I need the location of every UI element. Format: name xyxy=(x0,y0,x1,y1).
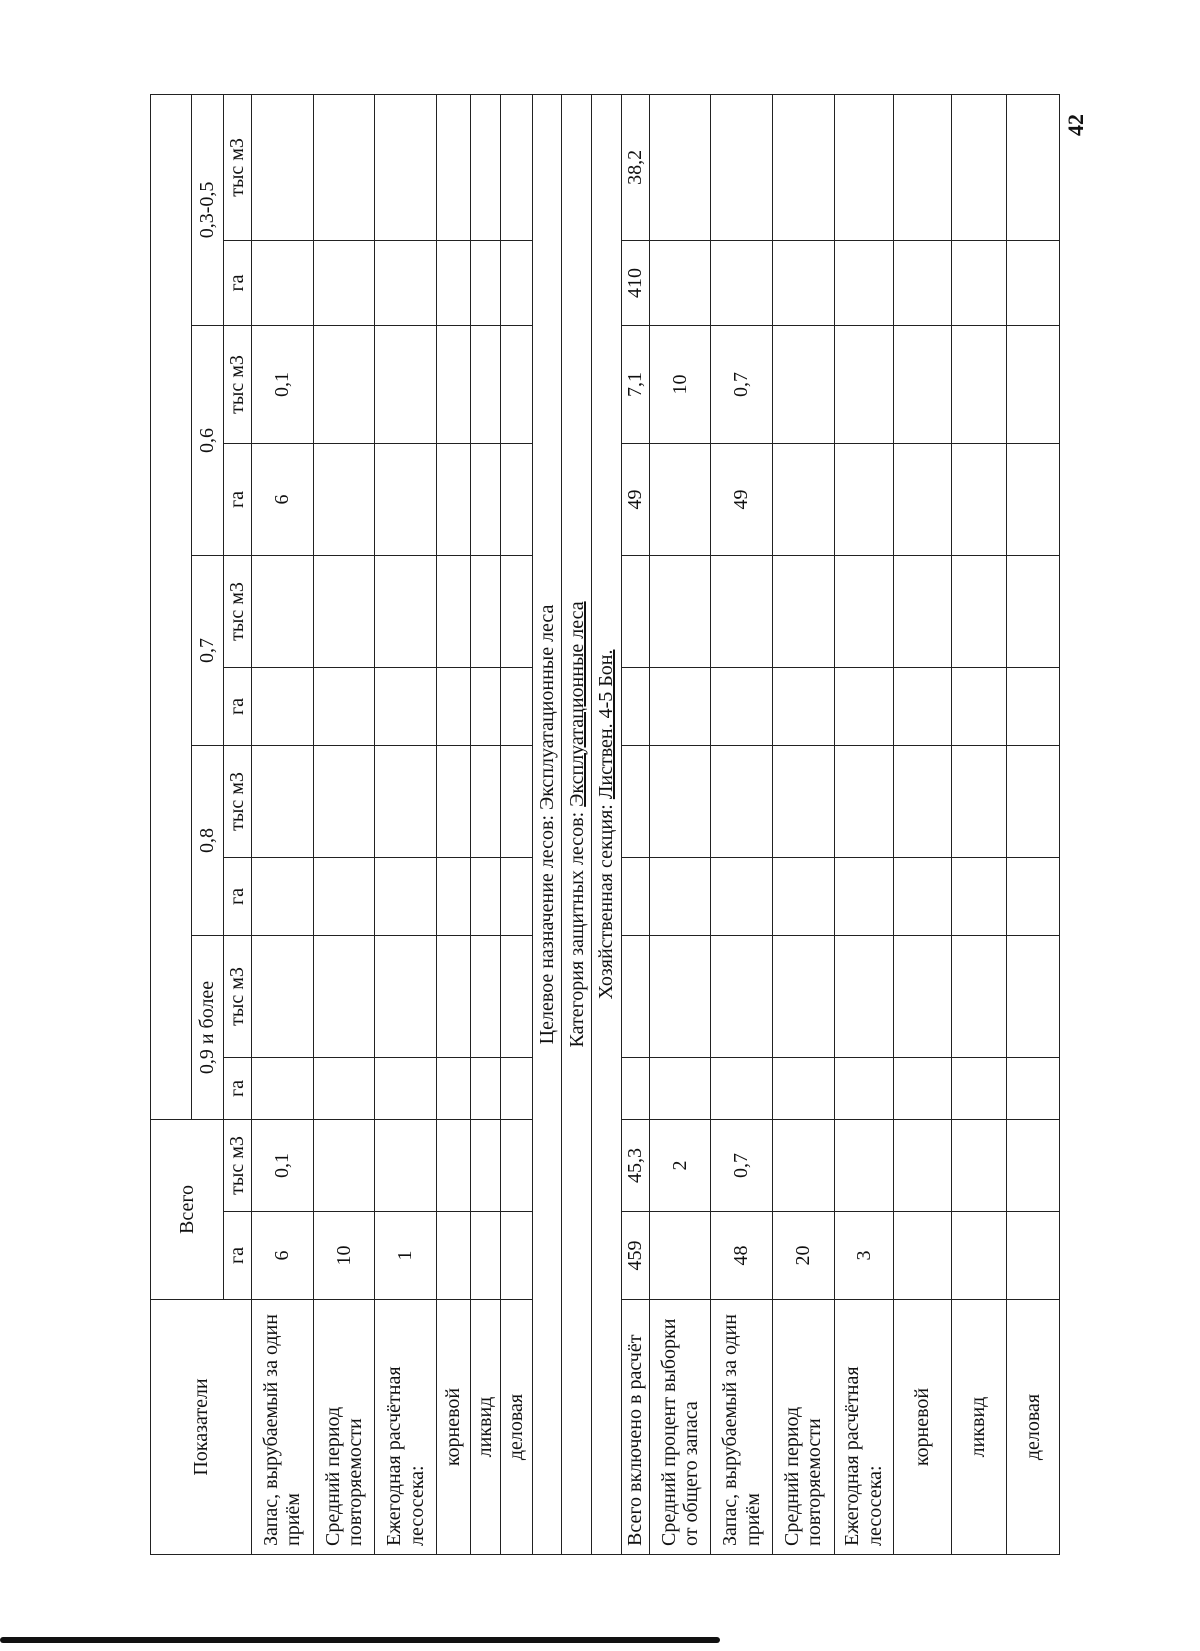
table-cell: 3 xyxy=(834,1212,894,1300)
table-cell xyxy=(470,240,500,325)
header-ha: га xyxy=(224,857,252,935)
table-cell xyxy=(313,935,375,1057)
table-cell: 1 xyxy=(375,1212,437,1300)
table-cell xyxy=(470,667,500,745)
table-cell: 459 xyxy=(621,1212,649,1300)
table-cell xyxy=(621,667,649,745)
table-cell xyxy=(894,555,951,667)
table-cell xyxy=(375,935,437,1057)
table-cell: 6 xyxy=(252,1212,314,1300)
felling-table xyxy=(150,94,1060,1555)
rotated-table-container xyxy=(150,95,1060,1555)
table-cell xyxy=(436,1119,470,1211)
table-cell xyxy=(375,1057,437,1119)
table-cell xyxy=(500,667,532,745)
table-cell xyxy=(711,935,773,1057)
table-cell xyxy=(894,1212,951,1300)
table-cell xyxy=(436,935,470,1057)
table-cell: 0,1 xyxy=(252,1119,314,1211)
table-cell xyxy=(375,1119,437,1211)
table-cell xyxy=(951,1119,1006,1211)
table-cell xyxy=(894,325,951,443)
table-cell xyxy=(470,1057,500,1119)
table-cell xyxy=(772,667,834,745)
table-cell xyxy=(252,857,314,935)
purpose-row xyxy=(532,94,562,1554)
table-cell xyxy=(621,935,649,1057)
table-cell xyxy=(1006,443,1059,555)
table-cell xyxy=(375,94,437,240)
header-group-0: 0,9 и более xyxy=(192,935,224,1119)
purpose-value: Эксплуатационные леса xyxy=(535,604,558,810)
table-cell xyxy=(500,325,532,443)
table-cell xyxy=(375,555,437,667)
table-cell xyxy=(711,94,773,240)
page-number: 42 xyxy=(1063,114,1088,136)
header-thous-m3: тыс м3 xyxy=(224,745,252,857)
table-cell xyxy=(834,667,894,745)
table-cell xyxy=(649,240,711,325)
row-label: Всего включено в расчёт xyxy=(621,1300,649,1555)
table-cell xyxy=(436,857,470,935)
table-cell xyxy=(649,1057,711,1119)
category-prefix: Категория защитных лесов: xyxy=(565,806,588,1048)
table-row xyxy=(772,94,834,1554)
header-thous-m3: тыс м3 xyxy=(224,325,252,443)
table-row xyxy=(621,94,649,1554)
table-cell: 48 xyxy=(711,1212,773,1300)
table-cell xyxy=(621,857,649,935)
table-cell xyxy=(436,667,470,745)
table-cell xyxy=(834,555,894,667)
table-cell xyxy=(772,240,834,325)
table-row xyxy=(252,94,314,1554)
table-cell xyxy=(1006,555,1059,667)
table-cell xyxy=(834,240,894,325)
table-cell xyxy=(1006,667,1059,745)
table-cell xyxy=(313,555,375,667)
table-cell xyxy=(621,745,649,857)
header-group-3: 0,6 xyxy=(192,325,224,555)
table-cell xyxy=(834,857,894,935)
table-cell xyxy=(436,745,470,857)
table-cell xyxy=(1006,1212,1059,1300)
table-row xyxy=(313,94,375,1554)
table-cell xyxy=(772,443,834,555)
table-cell xyxy=(772,1119,834,1211)
table-cell xyxy=(951,857,1006,935)
table-cell xyxy=(313,857,375,935)
table-cell xyxy=(313,240,375,325)
table-cell xyxy=(252,555,314,667)
table-cell: 7,1 xyxy=(621,325,649,443)
table-cell xyxy=(772,325,834,443)
table-cell xyxy=(470,443,500,555)
header-ha: га xyxy=(224,240,252,325)
table-row xyxy=(834,94,894,1554)
table-cell xyxy=(1006,325,1059,443)
table-cell xyxy=(894,935,951,1057)
table-cell xyxy=(375,240,437,325)
table-cell xyxy=(711,1057,773,1119)
table-row xyxy=(711,94,773,1554)
table-cell xyxy=(375,443,437,555)
table-cell xyxy=(252,667,314,745)
row-label: Средний период повторяемости xyxy=(313,1300,375,1555)
table-cell xyxy=(951,240,1006,325)
table-cell xyxy=(500,857,532,935)
table-cell xyxy=(834,1119,894,1211)
table-cell xyxy=(834,935,894,1057)
table-cell xyxy=(951,325,1006,443)
row-label: Запас, вырубаемый за один приём xyxy=(711,1300,773,1555)
header-ha: га xyxy=(224,1212,252,1300)
table-cell: 6 xyxy=(252,443,314,555)
table-cell xyxy=(313,94,375,240)
row-label: деловая xyxy=(1006,1300,1059,1555)
table-cell xyxy=(772,94,834,240)
header-ha: га xyxy=(224,443,252,555)
table-row xyxy=(951,94,1006,1554)
table-cell xyxy=(500,443,532,555)
row-label: ликвид xyxy=(951,1300,1006,1555)
table-cell xyxy=(436,443,470,555)
table-cell xyxy=(894,1057,951,1119)
table-cell xyxy=(834,745,894,857)
scan-edge-line xyxy=(0,1637,720,1643)
table-cell xyxy=(470,325,500,443)
table-row xyxy=(894,94,951,1554)
table-cell xyxy=(470,1212,500,1300)
table-cell: 49 xyxy=(621,443,649,555)
table-cell xyxy=(375,325,437,443)
table-cell xyxy=(436,555,470,667)
table-cell xyxy=(1006,857,1059,935)
table-cell xyxy=(621,1057,649,1119)
table-cell: 45,3 xyxy=(621,1119,649,1211)
table-cell xyxy=(500,94,532,240)
header-ha: га xyxy=(224,667,252,745)
table-cell xyxy=(470,745,500,857)
table-cell xyxy=(894,1119,951,1211)
table-cell xyxy=(436,1057,470,1119)
header-group-2: 0,7 xyxy=(192,555,224,745)
table-cell xyxy=(772,935,834,1057)
row-label: корневой xyxy=(436,1300,470,1555)
table-cell xyxy=(711,555,773,667)
table-cell xyxy=(834,1057,894,1119)
section-value: Листвен. 4-5 Бон. xyxy=(595,649,618,800)
table-cell xyxy=(649,667,711,745)
table-cell xyxy=(649,857,711,935)
table-cell xyxy=(1006,240,1059,325)
table-cell xyxy=(772,857,834,935)
table-cell xyxy=(1006,94,1059,240)
table-cell xyxy=(436,1212,470,1300)
header-density-blank xyxy=(151,94,192,1119)
section-row xyxy=(592,94,622,1554)
table-cell: 2 xyxy=(649,1119,711,1211)
table-cell xyxy=(375,745,437,857)
row-label: Запас, вырубаемый за один приём xyxy=(252,1300,314,1555)
table-cell xyxy=(649,555,711,667)
table-cell xyxy=(470,857,500,935)
table-cell xyxy=(1006,935,1059,1057)
table-cell xyxy=(649,94,711,240)
table-cell xyxy=(1006,1057,1059,1119)
table-cell xyxy=(313,745,375,857)
table-cell xyxy=(313,667,375,745)
table-cell xyxy=(252,935,314,1057)
table-cell xyxy=(621,555,649,667)
table-cell xyxy=(313,1057,375,1119)
purpose-prefix: Целевое назначение лесов: xyxy=(535,809,558,1045)
table-cell xyxy=(711,240,773,325)
section-prefix: Хозяйственная секция: xyxy=(595,799,618,1000)
table-cell xyxy=(313,1119,375,1211)
section-2-body xyxy=(621,94,1059,1554)
table-cell xyxy=(951,443,1006,555)
table-row xyxy=(649,94,711,1554)
section-headers xyxy=(532,94,621,1554)
table-cell: 0,1 xyxy=(252,325,314,443)
table-cell xyxy=(649,443,711,555)
table-cell xyxy=(500,1212,532,1300)
table-cell xyxy=(951,667,1006,745)
row-label: корневой xyxy=(894,1300,951,1555)
table-cell xyxy=(1006,745,1059,857)
table-cell xyxy=(436,325,470,443)
table-cell xyxy=(894,240,951,325)
table-cell xyxy=(894,667,951,745)
table-cell xyxy=(313,443,375,555)
table-cell xyxy=(951,1057,1006,1119)
table-cell xyxy=(834,94,894,240)
table-cell xyxy=(470,1119,500,1211)
table-cell xyxy=(313,325,375,443)
row-label: Ежегодная расчётная лесосека: xyxy=(834,1300,894,1555)
table-row xyxy=(500,94,532,1554)
header-thous-m3: тыс м3 xyxy=(224,1119,252,1211)
table-cell xyxy=(951,555,1006,667)
table-cell: 20 xyxy=(772,1212,834,1300)
table-cell xyxy=(834,443,894,555)
header-thous-m3: тыс м3 xyxy=(224,935,252,1057)
table-cell: 410 xyxy=(621,240,649,325)
table-row xyxy=(436,94,470,1554)
table-cell xyxy=(500,1057,532,1119)
category-row xyxy=(562,94,592,1554)
header-ha: га xyxy=(224,1057,252,1119)
table-cell xyxy=(772,745,834,857)
table-cell xyxy=(951,94,1006,240)
table-cell: 10 xyxy=(649,325,711,443)
row-label: Средний процент выборки от общего запаса xyxy=(649,1300,711,1555)
table-cell xyxy=(951,745,1006,857)
table-cell: 0,7 xyxy=(711,1119,773,1211)
table-cell xyxy=(252,1057,314,1119)
table-cell xyxy=(470,935,500,1057)
table-cell: 10 xyxy=(313,1212,375,1300)
table-cell: 0,7 xyxy=(711,325,773,443)
row-label: деловая xyxy=(500,1300,532,1555)
table-cell xyxy=(894,857,951,935)
table-cell xyxy=(436,240,470,325)
table-row xyxy=(1006,94,1059,1554)
table-cell xyxy=(894,745,951,857)
table-cell xyxy=(711,667,773,745)
table-cell xyxy=(711,857,773,935)
table-cell xyxy=(500,1119,532,1211)
row-label: ликвид xyxy=(470,1300,500,1555)
table-cell xyxy=(470,94,500,240)
row-label: Средний период повторяемости xyxy=(772,1300,834,1555)
table-cell xyxy=(649,935,711,1057)
table-cell xyxy=(252,240,314,325)
table-cell xyxy=(470,555,500,667)
header-group-1: 0,8 xyxy=(192,745,224,935)
table-cell xyxy=(252,94,314,240)
table-cell xyxy=(834,325,894,443)
table-cell xyxy=(500,240,532,325)
table-cell xyxy=(500,745,532,857)
table-cell xyxy=(649,745,711,857)
category-value: Эксплуатационные леса xyxy=(565,601,588,807)
table-cell xyxy=(772,555,834,667)
row-label: Ежегодная расчётная лесосека: xyxy=(375,1300,437,1555)
table-cell xyxy=(375,667,437,745)
header-group-4: 0,3-0,5 xyxy=(192,94,224,325)
table-cell xyxy=(375,857,437,935)
section-1-body xyxy=(252,94,533,1554)
table-cell xyxy=(649,1212,711,1300)
table-cell xyxy=(951,1212,1006,1300)
table-cell xyxy=(951,935,1006,1057)
table-cell xyxy=(436,94,470,240)
header-thous-m3: тыс м3 xyxy=(224,555,252,667)
header-indicators: Показатели xyxy=(151,1300,252,1555)
table-cell xyxy=(500,555,532,667)
header-thous-m3: тыс м3 xyxy=(224,94,252,240)
table-cell xyxy=(1006,1119,1059,1211)
table-cell xyxy=(500,935,532,1057)
table-cell xyxy=(252,745,314,857)
table-cell: 49 xyxy=(711,443,773,555)
table-cell xyxy=(772,1057,834,1119)
table-cell: 38,2 xyxy=(621,94,649,240)
table-row xyxy=(470,94,500,1554)
table-cell xyxy=(894,94,951,240)
table-cell xyxy=(711,745,773,857)
header-total: Всего xyxy=(151,1119,224,1299)
table-row xyxy=(375,94,437,1554)
table-cell xyxy=(894,443,951,555)
